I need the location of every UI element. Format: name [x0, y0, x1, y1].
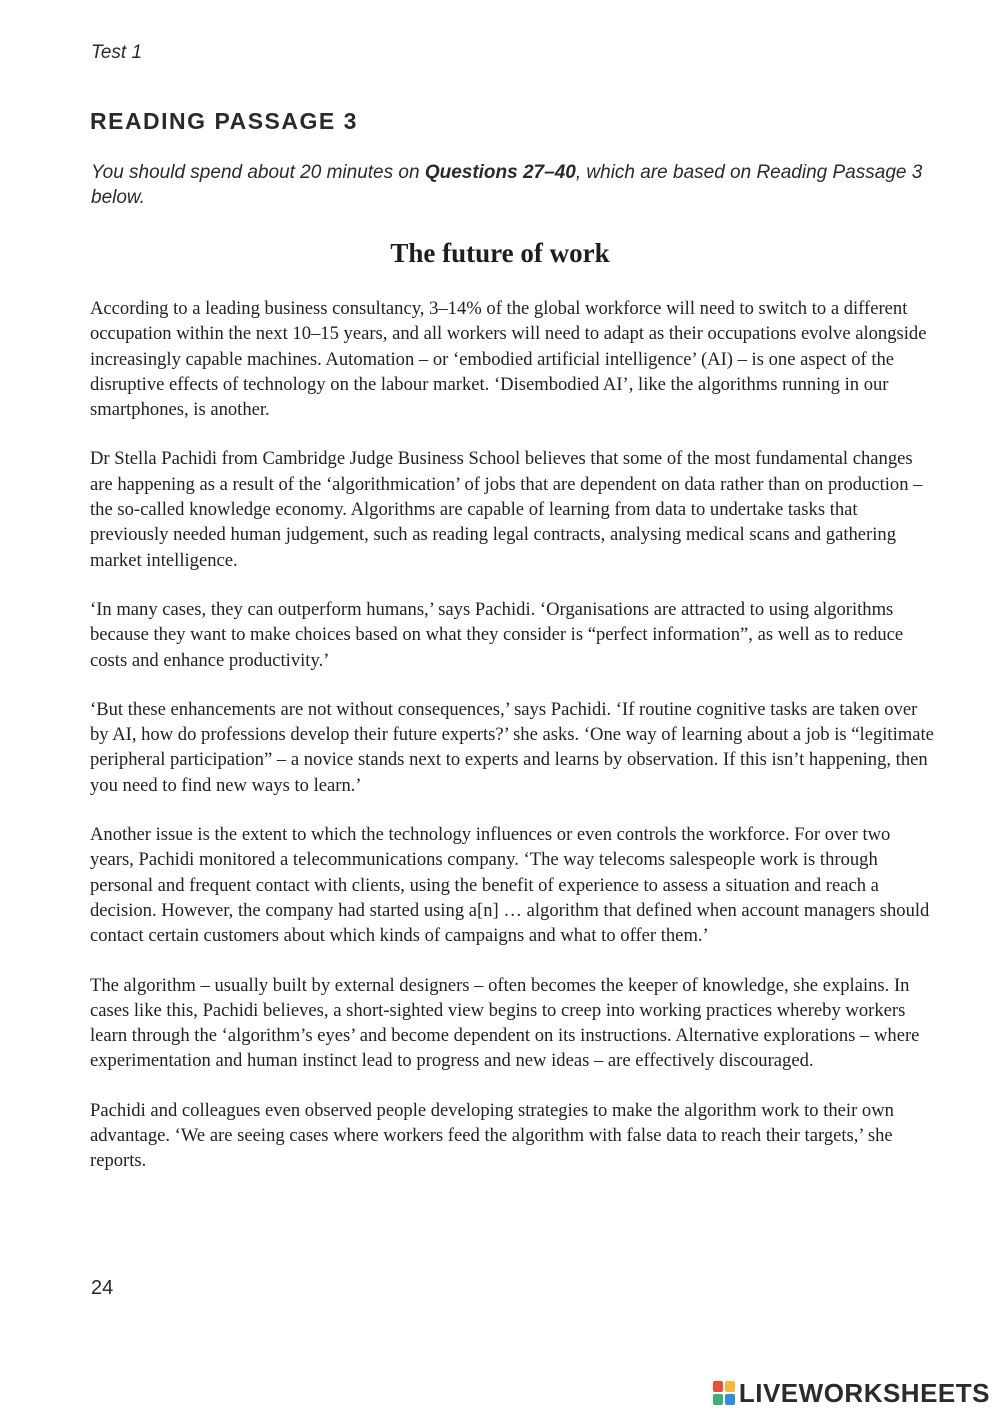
paragraph: According to a leading business consultancy, 3–14% of the global workforce will need to switch to a different occupation within the next 10–15 years, and all workers will need to adapt as their occupations evolve alongside increasingly capable machines. Automation – or ‘embodied artificial intelligence’ (AI) – is one aspect of the disruptive effects of technology on the labour market. ‘Disembodied AI’, like the algorithms running in our smartphones, is another. [90, 298, 927, 421]
logo-square [725, 1381, 735, 1392]
section-title: READING PASSAGE 3 [90, 108, 358, 134]
paragraph: Dr Stella Pachidi from Cambridge Judge Business School believes that some of the most fundamental changes are happening as a result of the ‘algorithmication’ of jobs that are dependent on data rather than on production – the so-called knowledge economy. Algorithms are capable of learning from data to undertake tasks that previously needed human judgement, such as reading legal contracts, analysing medical scans and gathering market intelligence. [90, 448, 923, 571]
paragraph: ‘In many cases, they can outperform humans,’ says Pachidi. ‘Organisations are attracted to using algorithms because they want to make choices based on what they consider is “perfect information”, as well as to reduce costs and enhance productivity.’ [90, 598, 904, 671]
article-body [90, 296, 935, 1198]
liveworksheets-watermark [713, 1378, 990, 1408]
logo-square [725, 1394, 735, 1405]
logo-square [713, 1394, 723, 1405]
paragraph: ‘But these enhancements are not without consequences,’ says Pachidi. ‘If routine cognitive tasks are taken over by AI, how do professions develop their future experts?’ she asks. ‘One way of learning about a job is “legitimate peripheral participation” – a novice stands next to experts and learns by observation. If this isn’t happening, then you need to find new ways to learn.’ [90, 698, 934, 796]
watermark-text: LIVEWORKSHEETS [738, 1377, 990, 1408]
liveworksheets-logo-icon [713, 1381, 735, 1405]
running-head: Test 1 [91, 42, 143, 63]
paragraph: The algorithm – usually built by external designers – often becomes the keeper of knowledge, she explains. In cases like this, Pachidi believes, a short-sighted view begins to creep into working practices whereby workers learn through the ‘algorithm’s eyes’ and become dependent on its instructions. Alternative explorations – where experimentation and human instinct lead to progress and new ideas – are effectively discouraged. [90, 974, 920, 1072]
logo-square [713, 1381, 723, 1392]
instructions [91, 160, 931, 210]
paragraph: Another issue is the extent to which the technology influences or even controls the workforce. For over two years, Pachidi monitored a telecommunications company. ‘The way telecoms salespeople work is through personal and frequent contact with clients, using the benefit of experience to assess a situation and reach a decision. However, the company had started using a[n] … algorithm that defined when account managers should contact certain customers about which kinds of campaigns and what to offer them.’ [90, 824, 930, 947]
page-number: 24 [91, 1277, 114, 1299]
paragraph: Pachidi and colleagues even observed people developing strategies to make the algorithm work to their own advantage. ‘We are seeing cases where workers feed the algorithm with false data to reach their targets,’ she reports. [90, 1099, 894, 1172]
instructions-text-end: , which are based on Reading Passage 3 below. [91, 162, 923, 208]
instructions-questions: Questions 27–40 [424, 162, 576, 183]
instructions-text: You should spend about 20 minutes on [91, 162, 425, 183]
article-title: The future of work [390, 238, 610, 268]
